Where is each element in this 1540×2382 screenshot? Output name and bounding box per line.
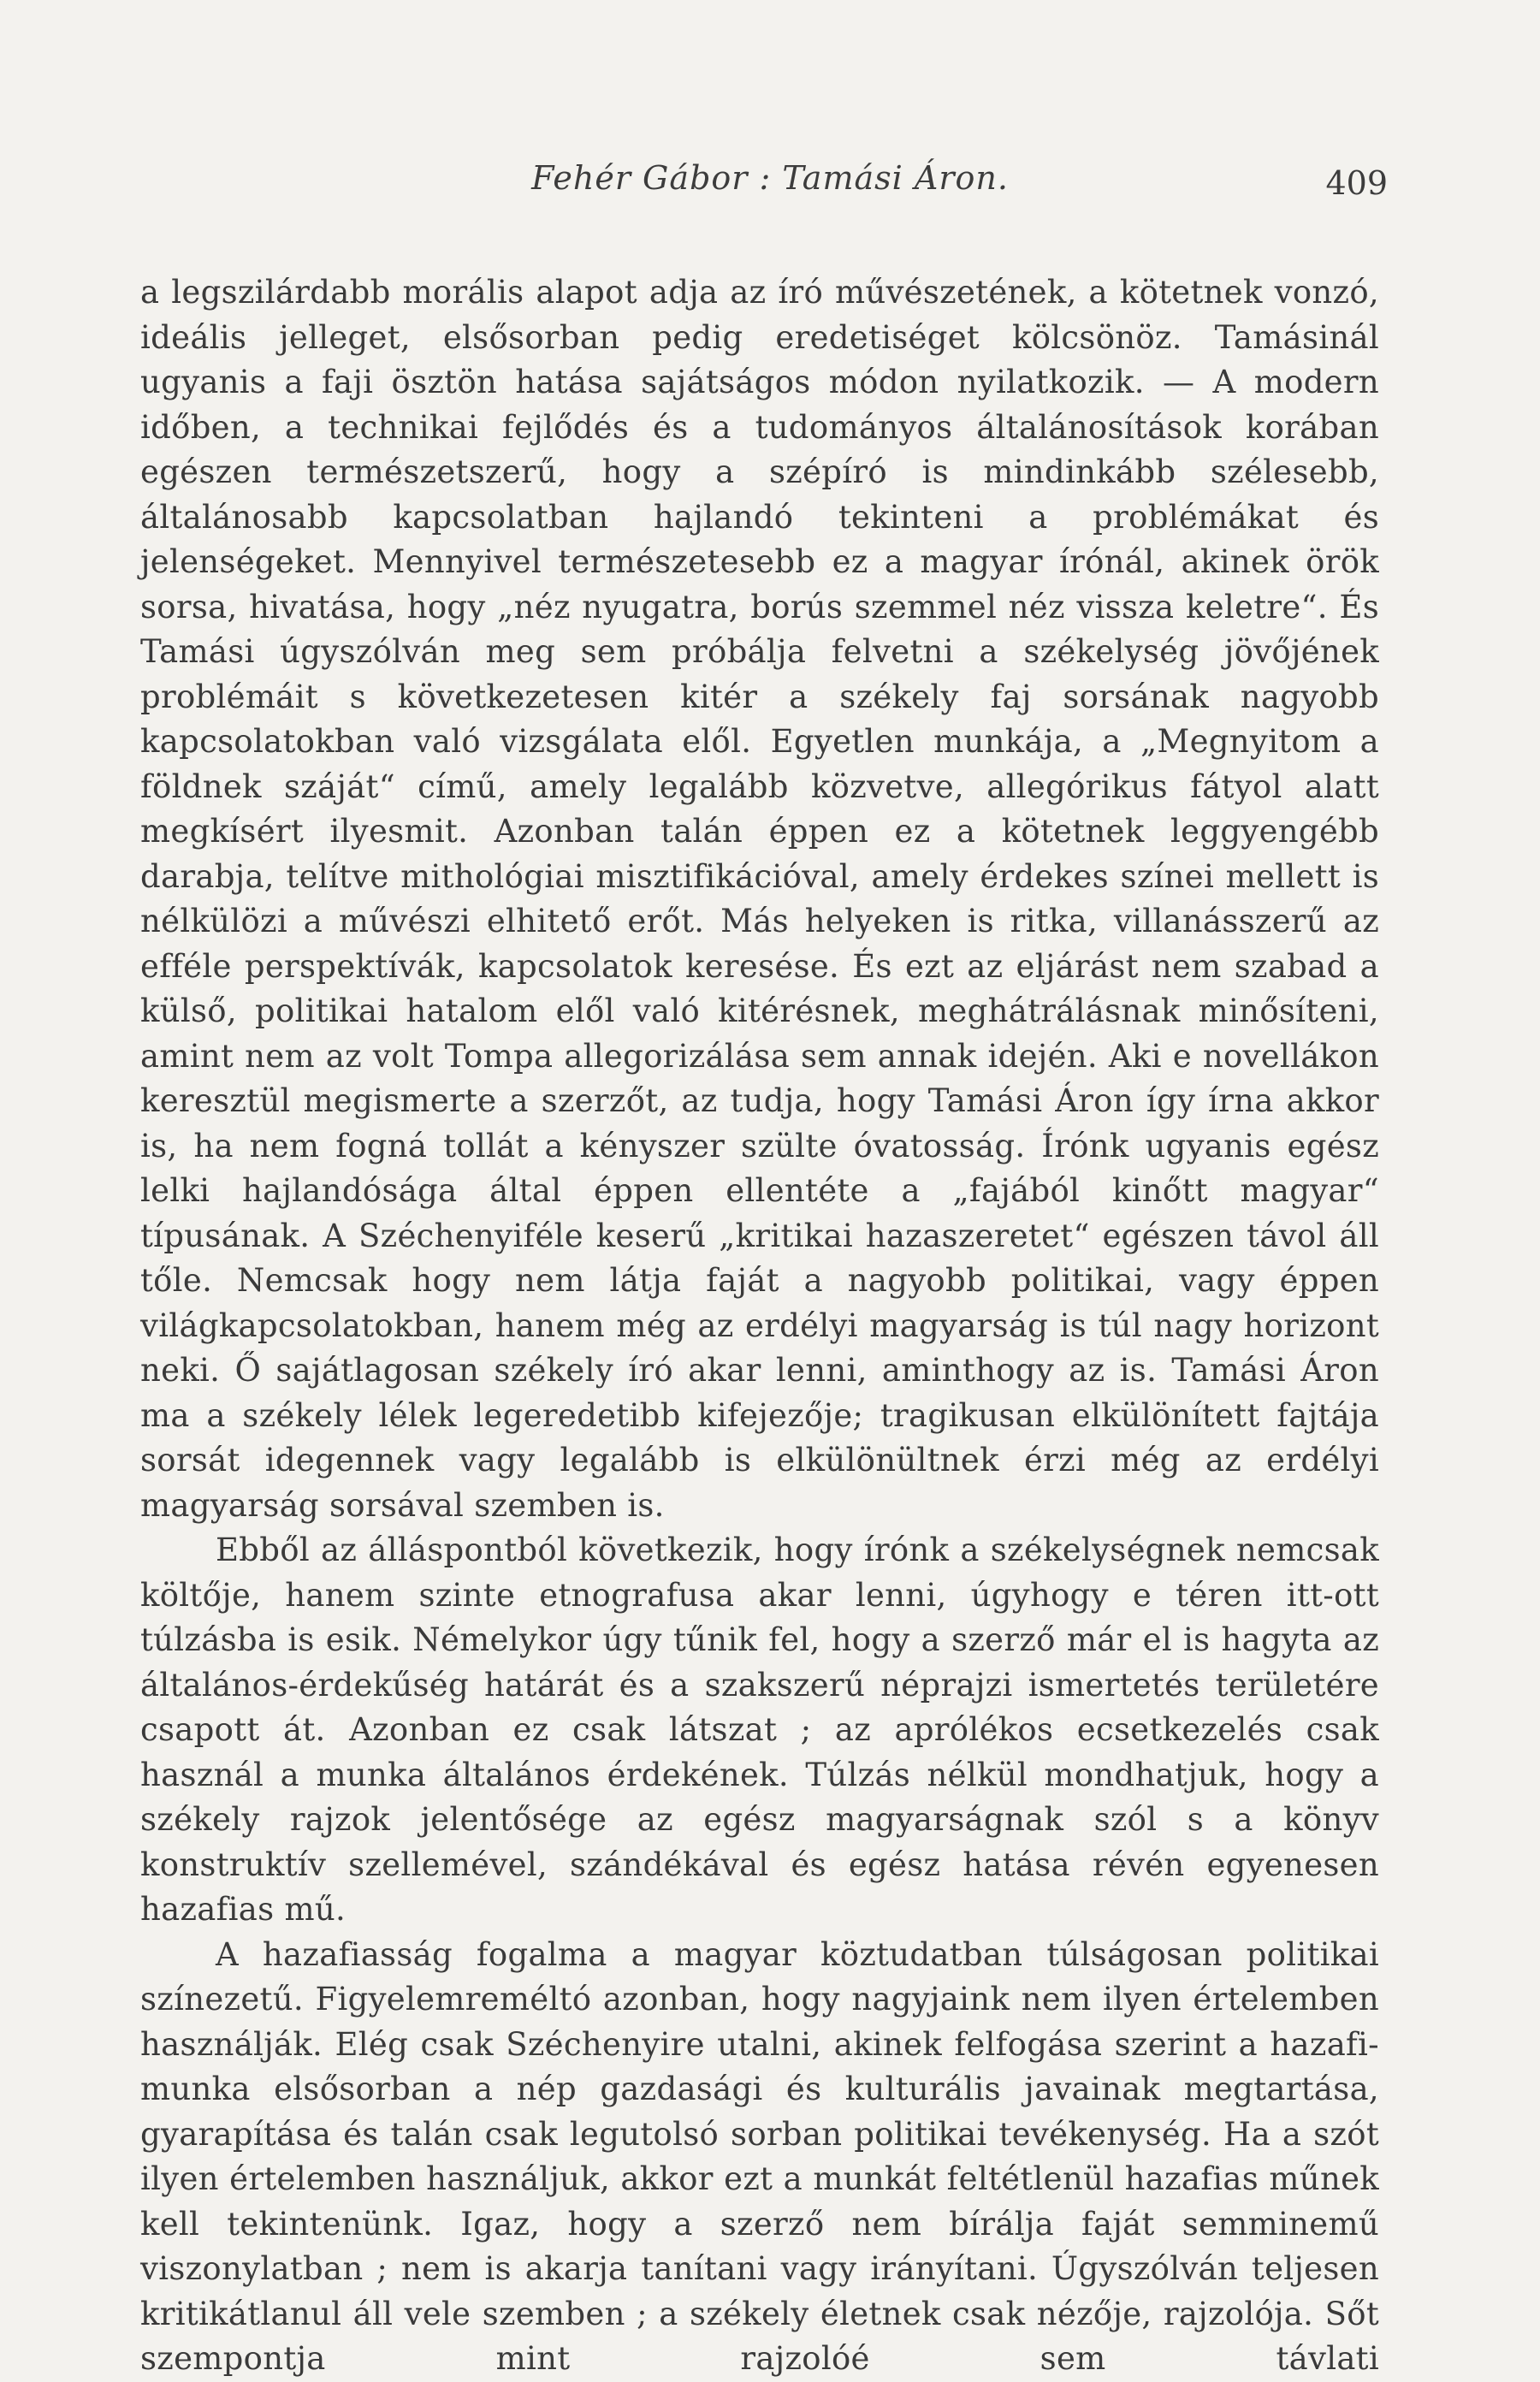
- page-header: [0, 152, 1540, 204]
- page-number: 409: [1325, 164, 1388, 202]
- running-title: Fehér Gábor : Tamási Áron.: [531, 159, 1009, 197]
- paragraph-3: A hazafiasság fogalma a magyar köztudatban túlságosan politikai színezetű. Figyelemreméltó azonban, hogy nagyjaink nem ilyen értelemben használják. Elég csak Széchenyire utalni, akinek felfogása szerint a hazafi-munka elsősorban a nép gazdasági és kulturális javainak megtartása, gyarapítása és talán csak legutolsó sorban politikai tevékenység. Ha a szót ilyen értelemben használjuk, akkor ezt a munkát feltétlenül hazafias műnek kell tekintenünk. Igaz, hogy a szerző nem bírálja faját semminemű viszonylatban ; nem is akarja tanítani vagy irányítani. Úgyszólván teljesen kritikátlanul áll vele szemben ; a székely életnek csak nézője, rajzolója. Sőt szempontja mint rajzolóé sem távlati: [140, 1935, 1379, 2377]
- paragraph-1: a legszilárdabb morális alapot adja az író művészetének, a kötetnek vonzó, ideális jelleget, elsősorban pedig eredetiséget kölcsönöz. Tamásinál ugyanis a faji ösztön hatása sajátságos módon nyilatkozik. — A modern időben, a technikai fejlődés és a tudományos általánosítások korában egészen természetszerű, hogy a szépíró is mindinkább szélesebb, általánosabb kapcsolatban hajlandó tekinteni a problémákat és jelenségeket. Mennyivel természetesebb ez a magyar írónál, akinek örök sorsa, hivatása, hogy „néz nyugatra, borús szemmel néz vissza keletre“. És Tamási úgyszólván meg sem próbálja felvetni a székelység jövőjének problémáit s következetesen kitér a székely faj sorsának nagyobb kapcsolatokban való vizsgálata elől. Egyetlen munkája, a „Megnyitom a földnek száját“ című, amely legalább közvetve, allegórikus fátyol alatt megkísért ilyesmit. Azonban talán éppen ez a kötetnek leggyengébb darabja, telítve mithológiai misztifikációval, amely érdekes színei mellett is nélkülözi a művészi elhitető erőt. Más helyeken is ritka, villanásszerű az efféle perspektívák, kapcsolatok keresése. És ezt az eljárást nem szabad a külső, politikai hatalom elől való kitérésnek, meghátrálásnak minősíteni, amint nem az volt Tompa allegorizálása sem annak idején. Aki e novellákon keresztül megismerte a szerzőt, az tudja, hogy Tamási Áron így írna akkor is, ha nem fogná tollát a kényszer szülte óvatosság. Írónk ugyanis egész lelki hajlandósága által éppen ellentéte a „fajából kinőtt magyar“ típusának. A Széchenyiféle keserű „kritikai hazaszeretet“ egészen távol áll tőle. Nemcsak hogy nem látja faját a nagyobb politikai, vagy éppen világkapcsolatokban, hanem még az erdélyi magyarság is túl nagy horizont neki. Ő sajátlagosan székely író akar lenni, aminthogy az is. Tamási Áron ma a székely lélek legeredetibb kifejezője; tragikusan elkülönített fajtája sorsát idegennek vagy legalább is elkülönültnek érzi még az erdélyi magyarság sorsával szemben is.: [140, 274, 1379, 1524]
- paragraph-2: Ebből az álláspontból következik, hogy írónk a székelységnek nemcsak költője, hanem szinte etnografusa akar lenni, úgyhogy e téren itt-ott túlzásba is esik. Némelykor úgy tűnik fel, hogy a szerző már el is hagyta az általános-érdekűség határát és a szakszerű néprajzi ismertetés területére csapott át. Azonban ez csak látszat ; az aprólékos ecsetkezelés csak használ a munka általános érdekének. Túlzás nélkül mondhatjuk, hogy a székely rajzok jelentősége az egész magyarságnak szól s a könyv konstruktív szellemével, szándékával és egész hatása révén egyenesen hazafias mű.: [140, 1532, 1379, 1928]
- body-text: [140, 270, 1379, 2382]
